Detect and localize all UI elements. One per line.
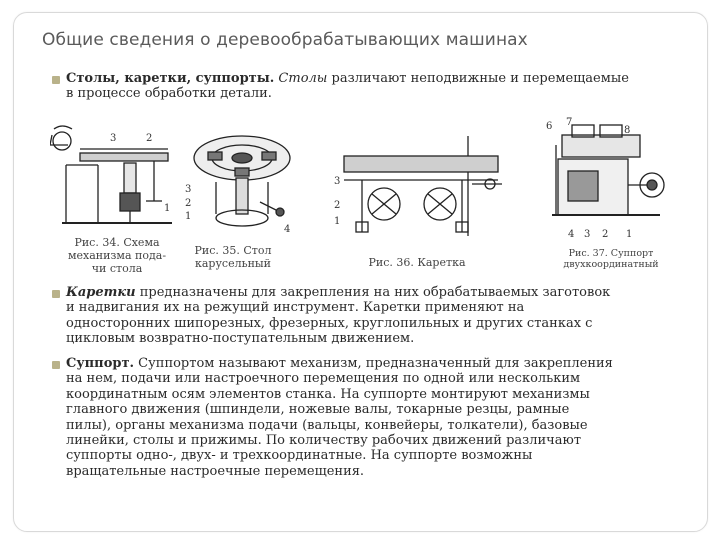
- p1-italic: Столы: [278, 71, 328, 86]
- p2-line4: цикловым возвратно-поступательным движением.: [66, 331, 415, 347]
- fig36-label-2: 2: [334, 200, 341, 211]
- fig35-label-1: 1: [185, 211, 192, 222]
- fig36-caption-line1: Рис. 36. Каретка: [368, 256, 466, 269]
- fig37-label-1: 1: [626, 229, 633, 240]
- p3-line7: суппорты одно-, двух- и трехкоординатные. На суппорте возможны: [66, 448, 533, 464]
- p1-rest: различают неподвижные и перемещаемые: [327, 71, 629, 86]
- fig37-label-3: 3: [584, 229, 591, 240]
- p3-line6: линейки, столы и прижимы. По количеству рабочих движений различают: [66, 433, 582, 449]
- p1-bold: Столы, каретки, суппорты.: [66, 71, 275, 86]
- fig34-label-1: 1: [164, 203, 171, 214]
- fig35-caption: [178, 244, 288, 270]
- p2-bold-italic: Каретки: [66, 285, 136, 300]
- p2-line1: предназначены для закрепления на них обрабатываемых заготовок: [135, 285, 611, 300]
- rotation-symbol-icon: [53, 132, 71, 150]
- p2-line3: односторонних шипорезных, фрезерных, круглопильных и других станках с: [66, 315, 593, 331]
- fig34-caption-line3: чи стола: [91, 262, 143, 275]
- fig37-caption-line1: Рис. 37. Суппорт: [568, 248, 654, 259]
- figure-35-carousel-table: [180, 128, 300, 243]
- fig36-label-1: 1: [334, 216, 341, 227]
- fig35-label-3: 3: [185, 184, 192, 195]
- p3-line2: на нем, подачи или настроечного перемещения по одной или нескольким: [66, 371, 581, 387]
- fig34-caption-line1: Рис. 34. Схема: [74, 236, 160, 249]
- fig37-label-6: 6: [546, 121, 553, 132]
- p3-line8: вращательные настроечные перемещения.: [66, 463, 365, 479]
- fig37-caption-line2: двухкоординатный: [563, 259, 659, 270]
- figure-36-carriage: [332, 136, 522, 246]
- bullet-1: [52, 76, 60, 84]
- paragraph-carriages: [66, 285, 691, 347]
- fig34-label-3: 3: [110, 133, 117, 144]
- fig34-caption-line2: механизма пода-: [67, 249, 167, 262]
- p3-bold: Суппорт.: [66, 356, 135, 371]
- fig35-label-4: 4: [284, 224, 291, 235]
- p3-line5: пилы), органы механизма подачи (вальцы, конвейеры, толкатели), базовые: [66, 417, 588, 433]
- paragraph-tables: [66, 71, 691, 102]
- fig34-caption: [62, 236, 172, 275]
- fig36-caption: [362, 256, 472, 269]
- paragraph-support: [66, 356, 691, 479]
- fig35-caption-line1: Рис. 35. Стол: [194, 244, 272, 257]
- p2-line2: и надвигания их на режущий инструмент. Каретки применяют на: [66, 300, 525, 316]
- bullet-2: [52, 290, 60, 298]
- p3-line3: координатным осям элементов станка. На суппорте монтируют механизмы: [66, 386, 590, 402]
- bullet-3: [52, 361, 60, 369]
- p1-line2: в процессе обработки детали.: [66, 86, 272, 102]
- fig36-label-3: 3: [334, 176, 341, 187]
- fig35-label-2: 2: [185, 198, 192, 209]
- p3-line4: главного движения (шпиндели, ножевые валы, токарные резцы, рамные: [66, 402, 570, 418]
- fig37-label-4: 4: [568, 229, 575, 240]
- p3-line1: Суппортом называют механизм, предназначенный для закрепления: [134, 356, 613, 371]
- fig37-label-7: 7: [566, 117, 573, 128]
- figure-37-support: [540, 115, 670, 245]
- slide-title: Общие сведения о деревообрабатывающих машинах: [42, 30, 528, 50]
- fig37-label-8: 8: [624, 125, 631, 136]
- figure-34-table-feed: [50, 115, 175, 235]
- fig37-caption: [556, 248, 666, 270]
- fig37-label-2: 2: [602, 229, 609, 240]
- fig34-label-2: 2: [146, 133, 153, 144]
- fig35-caption-line2: карусельный: [194, 257, 271, 270]
